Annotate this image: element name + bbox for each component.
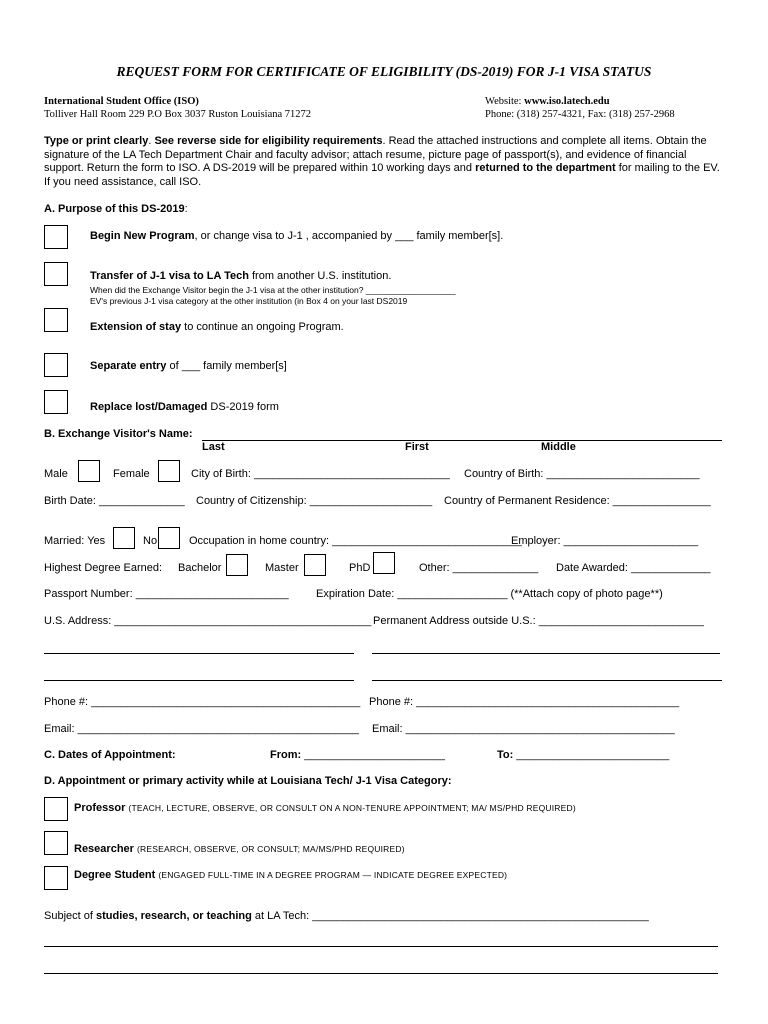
office-name: International Student Office (ISO) [44,96,199,107]
checkbox-begin-new-program[interactable] [44,225,68,249]
checkbox-transfer[interactable] [44,262,68,286]
option-transfer-bold: Transfer of J-1 visa to LA Tech [90,270,249,282]
from-label: From: [270,749,302,761]
checkbox-degree-student[interactable] [44,866,68,890]
instructions-bold-1: Type or print clearly [44,135,149,147]
instructions-text-6: for mailing to the EV. If you need assistance, call ISO. [44,162,720,188]
us-address-line-2[interactable] [44,653,354,654]
website-line [485,96,610,107]
website-label: Website: [485,96,525,107]
checkbox-phd[interactable] [373,552,395,574]
other-degree-field[interactable]: Other: ______________ [419,562,539,574]
option-transfer [90,270,391,282]
phone-abroad-field[interactable]: Phone #: ___________________________________________ [369,696,680,708]
subject-field[interactable] [44,910,649,922]
checkbox-separate-entry[interactable] [44,353,68,377]
subject-line-2[interactable] [44,946,718,947]
occupation-field[interactable]: Occupation in home country: _______________________________ [189,535,522,547]
name-first-label: First [405,441,429,453]
checkbox-married-yes[interactable] [113,527,135,549]
option-separate-bold: Separate entry [90,360,167,372]
phone-fax: Phone: (318) 257-4321, Fax: (318) 257-2968 [485,109,675,120]
phd-label: PhD [349,562,371,574]
checkbox-extension[interactable] [44,308,68,332]
checkbox-replace-lost[interactable] [44,390,68,414]
checkbox-married-no[interactable] [158,527,180,549]
city-of-birth-field[interactable]: City of Birth: ________________________________ [191,468,450,480]
professor-label: Professor [74,802,126,814]
option-professor [74,802,576,814]
degree-student-desc: (ENGAGED FULL-TIME IN A DEGREE PROGRAM — INDICATE DEGREE EXPECTED) [158,870,508,880]
from-line: _______________________ [301,749,445,761]
permanent-address-line-2[interactable] [372,653,720,654]
transfer-note-1: When did the Exchange Visitor begin the J-1 visa at the other institution? ___________________ [90,285,456,295]
to-date-field[interactable] [497,749,669,761]
from-date-field[interactable] [270,749,445,761]
option-replace-lost [90,401,279,413]
instructions-bold-5: returned to the department [475,162,616,174]
instructions-text-4: . Read the attached instructions and complete all items. Obtain the signature of the LA Tech Department Chair and faculty advisor; attach resume, picture page of passport(s), and evidence of financial support. Return the form to ISO. A DS-2019 will be prepared within 10 working days and [44,135,707,174]
section-b-heading: B. Exchange Visitor's Name: [44,428,193,440]
form-title: REQUEST FORM FOR CERTIFICATE OF ELIGIBILITY (DS-2019) FOR J-1 VISA STATUS [116,64,652,79]
permanent-address-line-3[interactable] [372,680,722,681]
option-researcher [74,843,405,855]
researcher-desc: (RESEARCH, OBSERVE, OR CONSULT; MA/MS/PHD REQUIRED) [137,844,405,854]
option-separate-rest: of ___ family member[s] [166,360,287,372]
us-address-field[interactable]: U.S. Address: __________________________________________ [44,615,372,627]
checkbox-researcher[interactable] [44,831,68,855]
passport-number-field[interactable]: Passport Number: _________________________ [44,588,289,600]
female-label: Female [113,468,150,480]
option-extension-rest: to continue an ongoing Program. [181,321,344,333]
section-d-heading: D. Appointment or primary activity while at Louisiana Tech/ J-1 Visa Category: [44,775,452,787]
instructions-text-2: . [148,135,155,147]
degree-student-label: Degree Student [74,869,156,881]
expiration-date-field[interactable]: Expiration Date: __________________ (**Attach copy of photo page**) [316,588,663,600]
to-line: _________________________ [513,749,670,761]
option-separate-entry [90,360,287,372]
transfer-note-2: EV's previous J-1 visa category at the other institution (in Box 4 on your last DS2019 [90,296,408,306]
section-c-heading: C. Dates of Appointment: [44,749,176,761]
office-address: Tolliver Hall Room 229 P.O Box 3037 Ruston Louisiana 71272 [44,109,312,120]
date-awarded-field[interactable]: Date Awarded: _____________ [556,562,711,574]
master-label: Master [265,562,299,574]
checkbox-master[interactable] [304,554,326,576]
checkbox-professor[interactable] [44,797,68,821]
country-residence-field[interactable]: Country of Permanent Residence: ________________ [444,495,711,507]
name-middle-label: Middle [541,441,576,453]
birth-date-field[interactable]: Birth Date: ______________ [44,495,185,507]
section-a-heading [44,203,188,215]
checkbox-male[interactable] [78,460,100,482]
researcher-label: Researcher [74,843,134,855]
option-begin-bold: Begin New Program [90,230,195,242]
country-citizenship-field[interactable]: Country of Citizenship: ____________________ [196,495,433,507]
subject-bold: studies, research, or teaching [95,910,252,922]
option-begin-new-program [90,230,503,242]
to-label: To: [497,749,514,761]
option-transfer-rest: from another U.S. institution. [248,270,392,282]
name-last-label: Last [202,441,225,453]
bachelor-label: Bachelor [178,562,222,574]
option-extension-bold: Extension of stay [90,321,182,333]
married-yes-label: Married: Yes [44,535,106,547]
option-replace-rest: DS-2019 form [207,401,279,413]
section-a-heading-text: A. Purpose of this DS-2019 [44,203,185,215]
subject-pre: Subject of [44,910,96,922]
subject-post: at LA Tech: _______________________________________________________ [251,910,649,922]
employer-field[interactable]: Employer: ______________________ [511,535,699,547]
permanent-address-field[interactable]: Permanent Address outside U.S.: ___________________________ [373,615,704,627]
email-abroad-field[interactable]: Email: ____________________________________________ [372,723,675,735]
professor-desc: (TEACH, LECTURE, OBSERVE, OR CONSULT ON A NON-TENURE APPOINTMENT; MA/ MS/PHD REQUIRED) [128,803,576,813]
phone-us-field[interactable]: Phone #: ____________________________________________ [44,696,361,708]
us-address-line-3[interactable] [44,680,354,681]
option-extension [90,321,344,333]
option-degree-student [74,869,507,881]
email-us-field[interactable]: Email: ______________________________________________ [44,723,360,735]
name-input-line[interactable] [202,440,722,441]
checkbox-bachelor[interactable] [226,554,248,576]
subject-line-3[interactable] [44,973,718,974]
male-label: Male [44,468,68,480]
country-of-birth-field[interactable]: Country of Birth: _________________________ [464,468,700,480]
option-begin-rest: , or change visa to J-1 , accompanied by ___ family member[s]. [194,230,504,242]
section-a-heading-colon: : [184,203,188,215]
instructions-paragraph [44,135,724,189]
highest-degree-label: Highest Degree Earned: [44,562,163,574]
married-no-label: No [143,535,158,547]
website-url[interactable]: www.iso.latech.edu [524,96,610,107]
checkbox-female[interactable] [158,460,180,482]
instructions-bold-3: See reverse side for eligibility requirements [154,135,383,147]
option-replace-bold: Replace lost/Damaged [90,401,208,413]
